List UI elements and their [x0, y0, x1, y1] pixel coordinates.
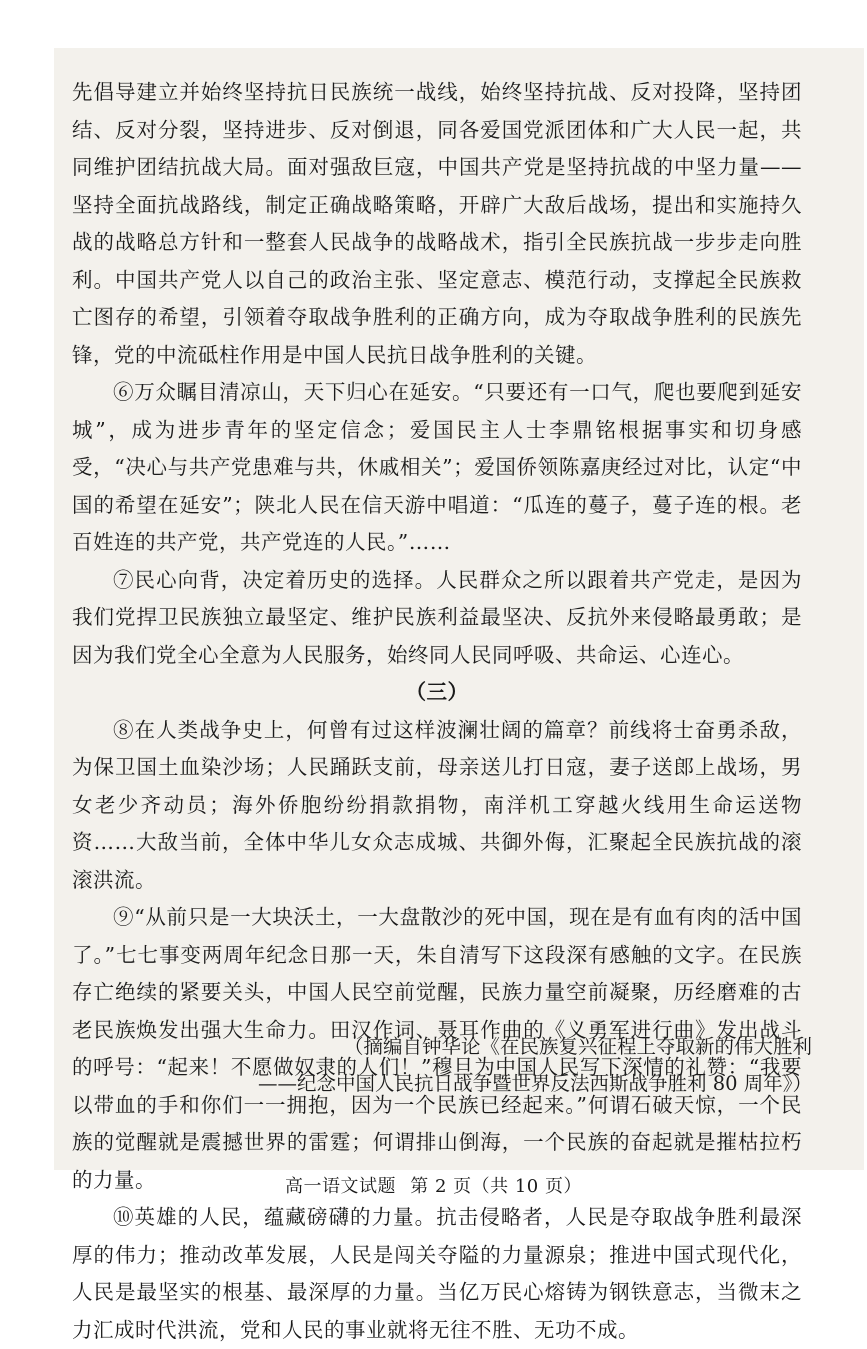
page-footer — [0, 1172, 867, 1198]
page-number: 第 2 页（共 10 页） — [410, 1176, 582, 1197]
exam-title: 高一语文试题 — [285, 1176, 396, 1197]
article-body — [72, 74, 802, 1349]
section-heading: （三） — [405, 680, 469, 704]
paragraph-9: ⑨“从前只是一大块沃土，一大盘散沙的死中国，现在是有血有肉的活中国了。”七七事变两周年纪念日那一天，朱自清写下这段深有感触的文字。在民族存亡绝续的紧要关头，中国人民空前觉醒，民族力量空前凝聚，历经磨难的古老民族焕发出强大生命力。田汉作词、聂耳作曲的《义勇军进行曲》发出战斗的呼号：“起来！不愿做奴隶的人们！”穆旦为中国人民写下深情的礼赞：“我要以带血的手和你们一一拥抱，因为一个民族已经起来。”何谓石破天惊，一个民族的觉醒就是震撼世界的雷霆；何谓排山倒海，一个民族的奋起就是摧枯拉朽的力量。 — [72, 905, 802, 1192]
paragraph-7: ⑦民心向背，决定着历史的选择。人民群众之所以跟着共产党走，是因为我们党捍卫民族独立最坚定、维护民族利益最坚决、反抗外来侵略最勇敢；是因为我们党全心全意为人民服务，始终同人民同呼吸、共命运、心连心。 — [72, 567, 802, 667]
paragraph-8: ⑧在人类战争史上，何曾有过这样波澜壮阔的篇章？前线将士奋勇杀敌，为保卫国土血染沙场；人民踊跃支前，母亲送儿打日寇，妻子送郎上战场，男女老少齐动员；海外侨胞纷纷捐款捐物，南洋机工穿越火线用生命运送物资……大敌当前，全体中华儿女众志成城、共御外侮，汇聚起全民族抗战的滚滚洪流。 — [72, 717, 802, 892]
source-line-2: ——纪念中国人民抗日战争暨世界反法西斯战争胜利 80 周年》） — [258, 1072, 812, 1095]
source-line-1: （摘编自钟华论《在民族复兴征程上夺取新的伟大胜利 — [343, 1035, 812, 1058]
paragraph-continued: 先倡导建立并始终坚持抗日民族统一战线，始终坚持抗战、反对投降，坚持团结、反对分裂，坚持进步、反对倒退，同各爱国党派团体和广大人民一起，共同维护团结抗战大局。面对强敌巨寇，中国共产党是坚持抗战的中坚力量——坚持全面抗战路线，制定正确战略策略，开辟广大敌后战场，提出和实施持久战的战略总方针和一整套人民战争的战略战术，指引全民族抗战一步步走向胜利。中国共产党人以自己的政治主张、坚定意志、模范行动，支撑起全民族救亡图存的希望，引领着夺取战争胜利的正确方向，成为夺取战争胜利的民族先锋，党的中流砥柱作用是中国人民抗日战争胜利的关键。 — [72, 80, 802, 367]
paragraph-10: ⑩英雄的人民，蕴藏磅礴的力量。抗击侵略者，人民是夺取战争胜利最深厚的伟力；推动改革发展，人民是闯关夺隘的力量源泉；推进中国式现代化，人民是最坚实的根基、最深厚的力量。当亿万民心熔铸为钢铁意志，当微末之力汇成时代洪流，党和人民的事业就将无往不胜、无功不成。 — [72, 1205, 802, 1342]
source-citation — [258, 1028, 812, 1102]
paragraph-6: ⑥万众瞩目清凉山，天下归心在延安。“只要还有一口气，爬也要爬到延安城”，成为进步青年的坚定信念；爱国民主人士李鼎铭根据事实和切身感受，“决心与共产党患难与共，休戚相关”；爱国侨领陈嘉庚经过对比，认定“中国的希望在延安”；陕北人民在信天游中唱道：“瓜连的蔓子，蔓子连的根。老百姓连的共产党，共产党连的人民。”…… — [72, 380, 802, 554]
